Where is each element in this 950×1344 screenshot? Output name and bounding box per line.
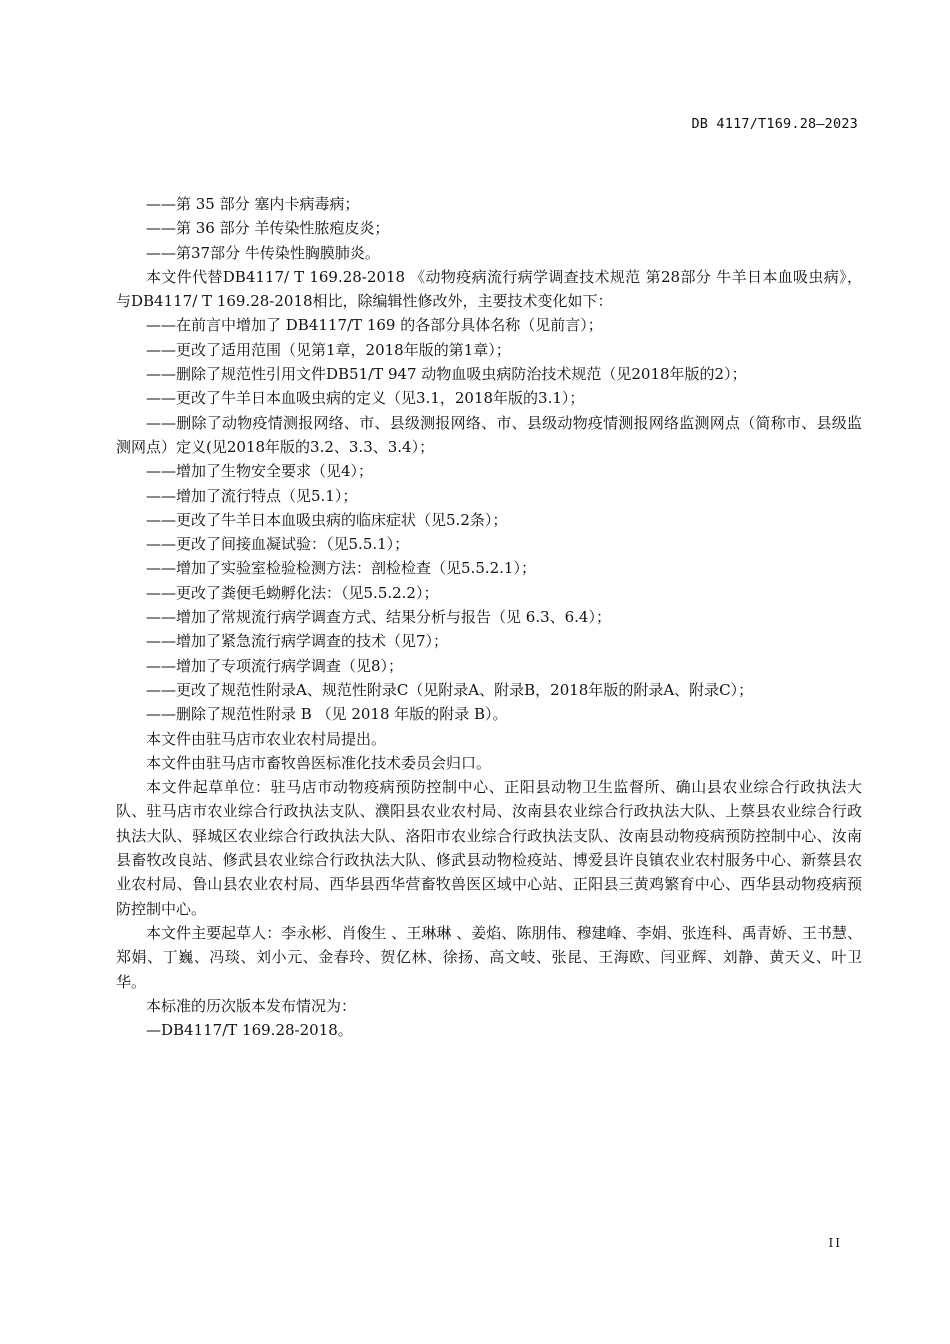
paragraph: ——增加了专项流行病学调查（见8）；: [146, 656, 404, 675]
paragraph: 本文件由驻马店市畜牧兽医标准化技术委员会归口。: [146, 753, 492, 772]
paragraph: 本文件主要起草人：李永彬、肖俊生 、王琳琳 、姜焰、陈朋伟、穆建峰、李娟、张连科、禹青娇、王书慧、郑娟、丁巍、冯琰、刘小元、金春玲、贺亿林、徐扬、高文岐、张昆、王海欧、闫亚辉、刘静、黄天义、叶卫华。: [116, 923, 862, 991]
paragraph: ——更改了粪便毛蚴孵化法：（见5.5.2.2）；: [146, 583, 439, 602]
paragraph: ——增加了流行特点（见5.1）；: [146, 486, 358, 505]
paragraph: ——删除了规范性引用文件DB51/T 947 动物血吸虫病防治技术规范（见2018年版的2）；: [146, 365, 747, 384]
paragraph: —DB4117/T 169.28-2018。: [146, 1021, 353, 1040]
document-code: DB 4117/T169.28—2023: [691, 116, 858, 132]
paragraph: 本文件由驻马店市农业农村局提出。: [146, 729, 387, 748]
paragraph: ——更改了间接血凝试验：（见5.5.1）；: [146, 535, 410, 554]
page-number: II: [828, 1236, 842, 1250]
paragraph: ——增加了实验室检验检测方法：剖检检查（见5.5.2.1）；: [146, 559, 536, 578]
paragraph: ——第37部分 牛传染性胸膜肺炎。: [146, 243, 380, 262]
paragraph: ——更改了牛羊日本血吸虫病的定义（见3.1，2018年版的3.1）；: [146, 389, 585, 408]
paragraph: ——在前言中增加了 DB4117/T 169 的各部分具体名称（见前言）；: [146, 316, 603, 335]
paragraph: ——更改了适用范围（见第1章，2018年版的第1章）；: [146, 340, 511, 359]
paragraph: ——增加了紧急流行病学调查的技术（见7）；: [146, 632, 449, 651]
paragraph: 本文件起草单位：驻马店市动物疫病预防控制中心、正阳县动物卫生监督所、确山县农业综合行政执法大队、驻马店市农业综合行政执法支队、濮阳县农业农村局、汝南县农业综合行政执法大队、上蔡县农业综合行政执法大队、驿城区农业综合行政执法大队、洛阳市农业综合行政执法支队、汝南县动物疫病预防控制中心、汝南县畜牧改良站、修武县农业综合行政执法大队、修武县动物检疫站、博爱县许良镇农业农村服务中心、新蔡县农业农村局、鲁山县农业农村局、西华县西华营畜牧兽医区域中心站、正阳县三黄鸡繁育中心、西华县动物疫病预防控制中心。: [116, 778, 862, 918]
paragraph: 本标准的历次版本发布情况为：: [146, 996, 357, 1015]
paragraph: ——第 36 部分 羊传染性脓疱皮炎；: [146, 219, 390, 238]
foreword-body: [116, 192, 862, 1042]
paragraph: ——删除了规范性附录 B （见 2018 年版的附录 B）。: [146, 705, 508, 724]
paragraph: ——更改了牛羊日本血吸虫病的临床症状（见5.2条）；: [146, 510, 508, 529]
paragraph: ——第 35 部分 塞内卡病毒病；: [146, 195, 360, 213]
paragraph: ——更改了规范性附录A、规范性附录C（见附录A、附录B，2018年版的附录A、附录C）；: [146, 680, 754, 699]
paragraph: 本文件代替DB4117/ T 169.28-2018 《动物疫病流行病学调查技术规范 第28部分 牛羊日本血吸虫病》，与DB4117/ T 169.28-2018相比，除编辑性修改外，主要技术变化如下：: [116, 267, 862, 311]
paragraph: ——增加了常规流行病学调查方式、结果分析与报告（见 6.3、6.4）；: [146, 608, 611, 627]
paragraph: ——增加了生物安全要求（见4）；: [146, 462, 374, 481]
paragraph: ——删除了动物疫情测报网络、市、县级测报网络、市、县级动物疫情测报网络监测网点（简称市、县级监测网点）定义(见2018年版的3.2、3.3、3.4）；: [116, 413, 862, 456]
